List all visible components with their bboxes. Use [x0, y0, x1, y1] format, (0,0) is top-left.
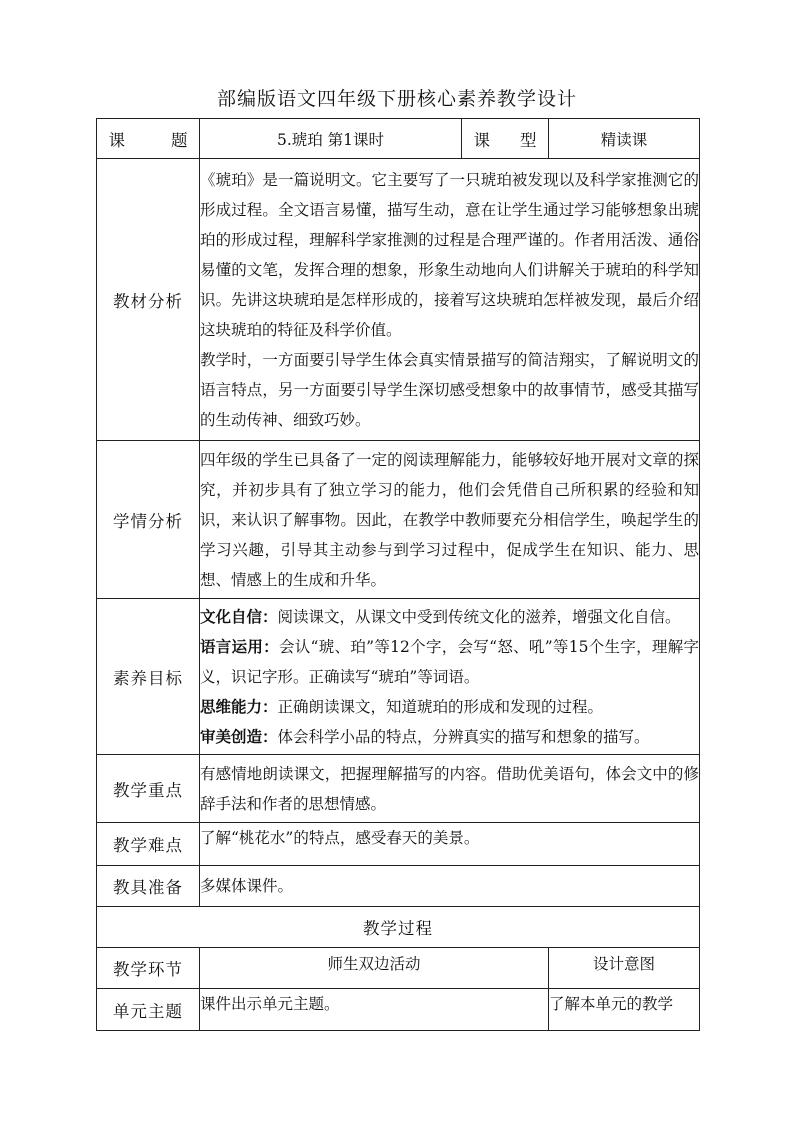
- process-intent: 了解本单元的教学: [549, 989, 700, 1031]
- student-analysis-label: 学情分析: [97, 441, 200, 599]
- difficulties-label: 教学难点: [97, 823, 200, 866]
- process-heading-row: [97, 907, 700, 948]
- topic-value: 5.琥珀 第1课时: [200, 119, 462, 159]
- process-header-row: [97, 948, 700, 989]
- materials-content: 多媒体课件。: [200, 866, 700, 907]
- textbook-analysis-paragraph: 《琥珀》是一篇说明文。它主要写了一只琥珀被发现以及科学家推测它的形成过程。全文语言易懂，描写生动，意在让学生通过学习能够想象出琥珀的形成过程，理解科学家推测的过程是合理严谨的。作者用活泼、通俗易懂的文笔，发挥合理的想象，形象生动地向人们讲解关于琥珀的科学知识。先讲这块琥珀是怎样形成的，接着写这块琥珀怎样被发现，最后介绍这块琥珀的特征及科学价值。: [200, 170, 699, 339]
- difficulties-content: 了解“桃花水”的特点，感受春天的美景。: [200, 823, 700, 866]
- difficulties-row: [97, 823, 700, 866]
- literacy-goals-content: [200, 599, 700, 755]
- literacy-goals-label: 素养目标: [97, 599, 200, 755]
- key-points-row: [97, 755, 700, 823]
- topic-label: 课 题: [97, 119, 200, 159]
- goal-item: 文化自信：阅读课文，从课文中受到传统文化的滋养，增强文化自信。: [200, 606, 681, 626]
- type-value: 精读课: [549, 119, 700, 159]
- intent-column-header: 设计意图: [549, 948, 700, 989]
- goal-item: 思维能力：正确朗读课文，知道琥珀的形成和发现的过程。: [200, 696, 604, 716]
- process-stage: 单元主题: [97, 989, 200, 1031]
- activity-column-header: 师生双边活动: [200, 948, 549, 989]
- goal-item: 语言运用：会认“琥、珀”等12个字，会写“怒、吼”等15个生字，理解字义，识记字形。正确读写“琥珀”等词语。: [200, 636, 699, 686]
- materials-row: [97, 866, 700, 907]
- lesson-plan-table: [96, 118, 700, 1031]
- process-heading: 教学过程: [97, 907, 700, 948]
- goal-item: 审美创造：体会科学小品的特点，分辨真实的描写和想象的描写。: [200, 726, 650, 746]
- student-analysis-content: 四年级的学生已具备了一定的阅读理解能力，能够较好地开展对文章的探究，并初步具有了独立学习的能力，他们会凭借自己所积累的经验和知识，来认识了解事物。因此，在教学中教师要充分相信学生，唤起学生的学习兴趣，引导其主动参与到学习过程中，促成学生在知识、能力、思想、情感上的生成和升华。: [200, 441, 700, 599]
- literacy-goals-row: [97, 599, 700, 755]
- textbook-analysis-label: 教材分析: [97, 159, 200, 441]
- document-title: 部编版语文四年级下册核心素养教学设计: [216, 88, 577, 110]
- stage-column-header: 教学环节: [97, 948, 200, 989]
- header-row: [97, 119, 700, 159]
- textbook-analysis-row: [97, 159, 700, 441]
- key-points-content: 有感情地朗读课文，把握理解描写的内容。借助优美语句，体会文中的修辞手法和作者的思想情感。: [200, 755, 700, 823]
- materials-label: 教具准备: [97, 866, 200, 907]
- textbook-analysis-paragraph: 教学时，一方面要引导学生体会真实情景描写的简洁翔实，了解说明文的语言特点，另一方面要引导学生深切感受想象中的故事情节，感受其描写的生动传神、细致巧妙。: [200, 350, 699, 429]
- type-label: 课 型: [462, 119, 549, 159]
- process-activity: 课件出示单元主题。: [200, 989, 549, 1031]
- textbook-analysis-content: [200, 159, 700, 441]
- key-points-label: 教学重点: [97, 755, 200, 823]
- process-row: [97, 989, 700, 1031]
- student-analysis-row: [97, 441, 700, 599]
